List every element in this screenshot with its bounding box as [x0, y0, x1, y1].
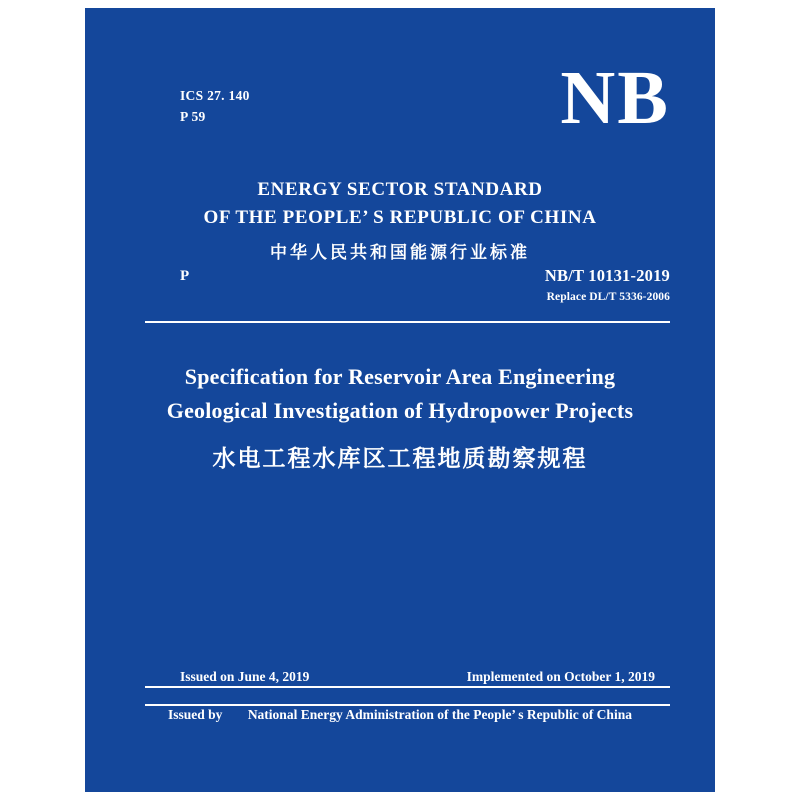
- issuing-header-chinese: 中华人民共和国能源行业标准: [270, 243, 530, 264]
- title-en-line2: Geological Investigation of Hydropower Projects: [166, 398, 634, 424]
- standard-code-row: [180, 266, 670, 312]
- nb-logo: NB: [560, 56, 670, 140]
- dates-row: [180, 669, 655, 685]
- replace-note: Replace DL/T 5336-2006: [546, 291, 670, 303]
- document-title: [125, 360, 675, 473]
- title-en-line1: Specification for Reservoir Area Engineering: [184, 364, 616, 389]
- issuer-name: National Energy Administration of the People’ s Republic of China: [247, 707, 632, 722]
- classification-code: P 59: [180, 108, 206, 124]
- issued-on-date: Issued on June 4, 2019: [180, 669, 310, 684]
- divider-bottom-upper: [145, 686, 670, 688]
- standard-number-block: [545, 266, 670, 303]
- issued-by-row: [85, 707, 715, 723]
- standard-cover: [85, 8, 715, 792]
- issuing-header-line2: OF THE PEOPLE’ S REPUBLIC OF CHINA: [203, 206, 597, 228]
- ics-block: [180, 86, 250, 128]
- divider-bottom-lower: [145, 704, 670, 706]
- title-chinese: 水电工程水库区工程地质勘察规程: [212, 446, 588, 473]
- divider-top: [145, 321, 670, 323]
- issuing-header-line1: ENERGY SECTOR STANDARD: [257, 179, 543, 200]
- classification-letter: P: [180, 268, 190, 284]
- standard-number: NB/T 10131-2019: [544, 266, 670, 285]
- issuing-header: [85, 176, 715, 263]
- issued-by-label: Issued by: [168, 707, 223, 722]
- ics-code: ICS 27. 140: [180, 88, 250, 103]
- implemented-on-date: Implemented on October 1, 2019: [466, 669, 655, 684]
